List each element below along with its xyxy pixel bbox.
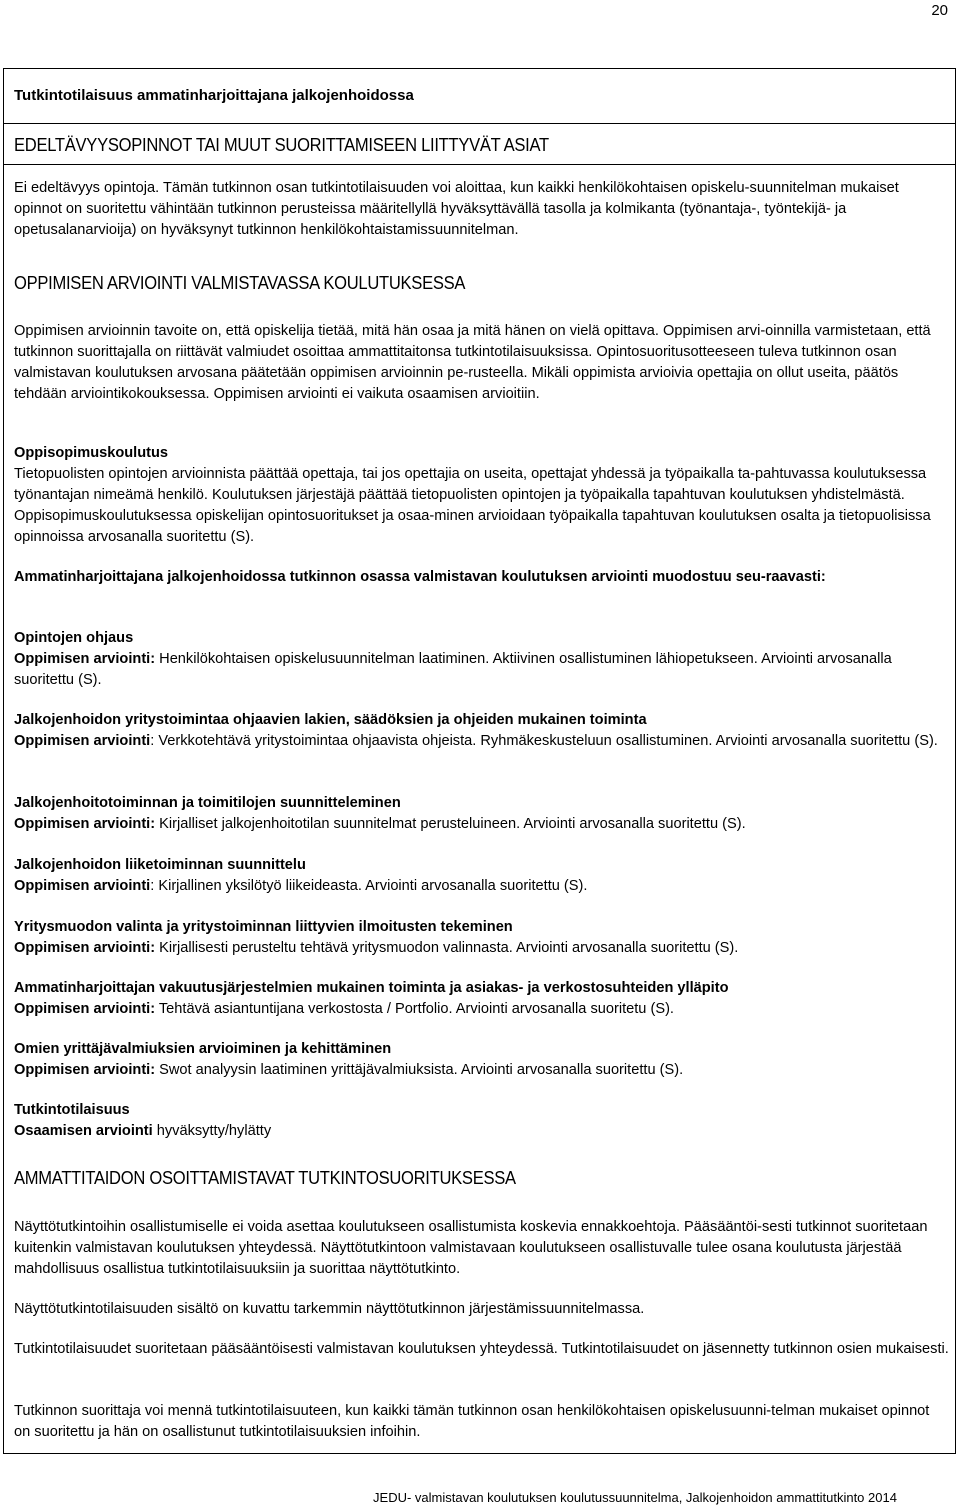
item-title: Jalkojenhoidon yritystoimintaa ohjaavien lakien, säädöksien ja ohjeiden mukainen toiminta bbox=[14, 712, 647, 728]
item-text: Oppimisen arviointi: Swot analyysin laatiminen yrittäjävalmiuksista. Arviointi arvosanalla suoritettu (S). bbox=[14, 1062, 684, 1078]
assessment-item bbox=[14, 628, 949, 691]
exam-item bbox=[14, 1100, 949, 1142]
assessment-intro: Ammatinharjoittajana jalkojenhoidossa tutkinnon osassa valmistavan koulutuksen arviointi muodostuu seu-raavasti: bbox=[14, 569, 826, 585]
exam-label: Osaamisen arviointi bbox=[14, 1123, 153, 1139]
divider bbox=[4, 123, 955, 124]
page-number: 20 bbox=[931, 2, 948, 19]
item-text: Oppimisen arviointi: Kirjallisesti perusteltu tehtävä yritysmuodon valinnasta. Arviointi arvosanalla suoritettu (S). bbox=[14, 940, 739, 956]
section-heading-prerequisites: EDELTÄVYYSOPINNOT TAI MUUT SUORITTAMISEEN LIITTYVÄT ASIAT bbox=[14, 135, 549, 155]
item-label: Oppimisen arviointi: bbox=[14, 940, 156, 956]
section-heading-assessment: OPPIMISEN ARVIOINTI VALMISTAVASSA KOULUTUKSESSA bbox=[14, 273, 466, 293]
assessment-item bbox=[14, 978, 949, 1020]
item-title: Omien yrittäjävalmiuksien arvioiminen ja kehittäminen bbox=[14, 1041, 392, 1057]
demonstration-paragraph: Tutkintotilaisuudet suoritetaan pääsääntöisesti valmistavan koulutuksen yhteydessä. Tutkintotilaisuudet on jäsennetty tutkinnon osien mukaisesti. bbox=[14, 1341, 949, 1357]
item-title: Ammatinharjoittajan vakuutusjärjestelmien mukainen toiminta ja asiakas- ja verkostosuhteiden ylläpito bbox=[14, 980, 729, 996]
item-title: Jalkojenhoitotoiminnan ja toimitilojen suunnitteleminen bbox=[14, 795, 401, 811]
assessment-item bbox=[14, 1039, 949, 1081]
item-label: Oppimisen arviointi: bbox=[14, 1062, 156, 1078]
footer-text: JEDU- valmistavan koulutuksen koulutussuunnitelma, Jalkojenhoidon ammattitutkinto 2014 bbox=[373, 1490, 897, 1505]
assessment-item bbox=[14, 710, 949, 752]
item-text: Oppimisen arviointi: Henkilökohtaisen opiskelusuunnitelman laatiminen. Aktiivinen osallistuminen lähiopetukseen. Arviointi arvosanalla suoritettu (S). bbox=[14, 651, 892, 688]
document-title: Tutkintotilaisuus ammatinharjoittajana jalkojenhoidossa bbox=[14, 87, 414, 104]
assessment-item bbox=[14, 793, 949, 835]
item-text: Oppimisen arviointi: Kirjalliset jalkojenhoitotilan suunnitelmat perusteluineen. Arviointi arvosanalla suoritettu (S). bbox=[14, 816, 746, 832]
assessment-item bbox=[14, 917, 949, 959]
assessment-item bbox=[14, 855, 949, 897]
exam-title: Tutkintotilaisuus bbox=[14, 1102, 130, 1118]
page-footer bbox=[0, 1490, 960, 1505]
demonstration-paragraph: Näyttötutkintotilaisuuden sisältö on kuvattu tarkemmin näyttötutkinnon järjestämissuunnitelmassa. bbox=[14, 1301, 645, 1317]
item-title: Yritysmuodon valinta ja yritystoiminnan liittyvien ilmoitusten tekeminen bbox=[14, 919, 513, 935]
item-label: Oppimisen arviointi: bbox=[14, 651, 156, 667]
prerequisites-text: Ei edeltävyys opintoja. Tämän tutkinnon osan tutkintotilaisuuden voi aloittaa, kun kaikki henkilökohtaisen opiskelu-suunnitelman mukaiset opinnot on suoritettu vähintään tutkinnon perusteissa määritellyllä hyväksyttävällä tasolla ja kolmikanta (työnantaja-, työntekijä- ja opetusalanarvioija) on hyväksynyt tutkinnon henkilökohtaistamissuunnitelman. bbox=[14, 180, 899, 238]
apprenticeship-heading: Oppisopimuskoulutus bbox=[14, 445, 169, 461]
item-label: Oppimisen arviointi bbox=[14, 878, 151, 894]
content-frame bbox=[3, 68, 956, 1454]
item-label: Oppimisen arviointi: bbox=[14, 816, 156, 832]
demonstration-paragraph: Tutkinnon suorittaja voi mennä tutkintotilaisuuteen, kun kaikki tämän tutkinnon osan henkilökohtaisen opiskelusuunni-telman mukaiset opinnot on suoritettu ja hän on osallistunut tutkintotilaisuuksien infoihin. bbox=[14, 1403, 930, 1440]
assessment-text: Oppimisen arvioinnin tavoite on, että opiskelija tietää, mitä hän osaa ja mitä hänen on vielä opittava. Oppimisen arvi-oinnilla varmistetaan, että tutkinnon suorittajalla on riittävät valmiudet osoittaa ammattitaitonsa tutkintotilaisuuksissa. Opintosuoritusotteeseen tuleva tutkinnon osan valmistavan koulutuksen arvosana päätetään oppimisen arvioinnin pe-rusteella. Mikäli oppimista arvioivia opettajia on ollut useita, päätös tehdään arviointikokouksessa. Oppimisen arviointi ei vaikuta osaamisen arvioitiin. bbox=[14, 323, 931, 402]
item-text: Oppimisen arviointi: Kirjallinen yksilötyö liikeideasta. Arviointi arvosanalla suoritettu (S). bbox=[14, 878, 588, 894]
apprenticeship-text: Tietopuolisten opintojen arvioinnista päättää opettaja, tai jos opettajia on useita, opettajat yhdessä ja työpaikalla ta-pahtuvassa koulutuksessa työnantajan nimeämä henkilö. Koulutuksen järjestäjä päättää tietopuolisten opintojen ja työpaikalla tapahtuvan koulutuksen yhdistelmästä. Oppisopimuskoulutuksessa opiskelijan opintosuoritukset ja osaa-minen arvioidaan työpaikalla tapahtuvan koulutuksen osalta ja tietopuolisissa opinnoissa arvosanalla suoritettu (S). bbox=[14, 466, 931, 545]
item-label: Oppimisen arviointi bbox=[14, 733, 151, 749]
item-text: Oppimisen arviointi: Verkkotehtävä yritystoimintaa ohjaavista ohjeista. Ryhmäkeskusteluun osallistuminen. Arviointi arvosanalla suoritettu (S). bbox=[14, 733, 938, 749]
exam-text: Osaamisen arviointi hyväksytty/hylätty bbox=[14, 1123, 272, 1139]
section-heading-demonstration: AMMATTITAIDON OSOITTAMISTAVAT TUTKINTOSUORITUKSESSA bbox=[14, 1168, 516, 1188]
demonstration-paragraph: Näyttötutkintoihin osallistumiselle ei voida asettaa koulutukseen osallistumista koskevia ennakkoehtoja. Pääsääntöi-sesti tutkinnot suoritetaan kuitenkin valmistavan koulutuksen yhteydessä. Näyttötutkintoon valmistavaan koulutukseen osallistuvalle tulee osana koulutusta järjestää mahdollisuus osallistua tutkintotilaisuuksiin ja suorittaa näyttötutkinto. bbox=[14, 1219, 928, 1277]
item-label: Oppimisen arviointi: bbox=[14, 1001, 156, 1017]
item-text: Oppimisen arviointi: Tehtävä asiantuntijana verkostosta / Portfolio. Arviointi arvosanalla suoritetu (S). bbox=[14, 1001, 674, 1017]
divider bbox=[4, 164, 955, 165]
item-title: Opintojen ohjaus bbox=[14, 630, 134, 646]
item-title: Jalkojenhoidon liiketoiminnan suunnittelu bbox=[14, 857, 306, 873]
